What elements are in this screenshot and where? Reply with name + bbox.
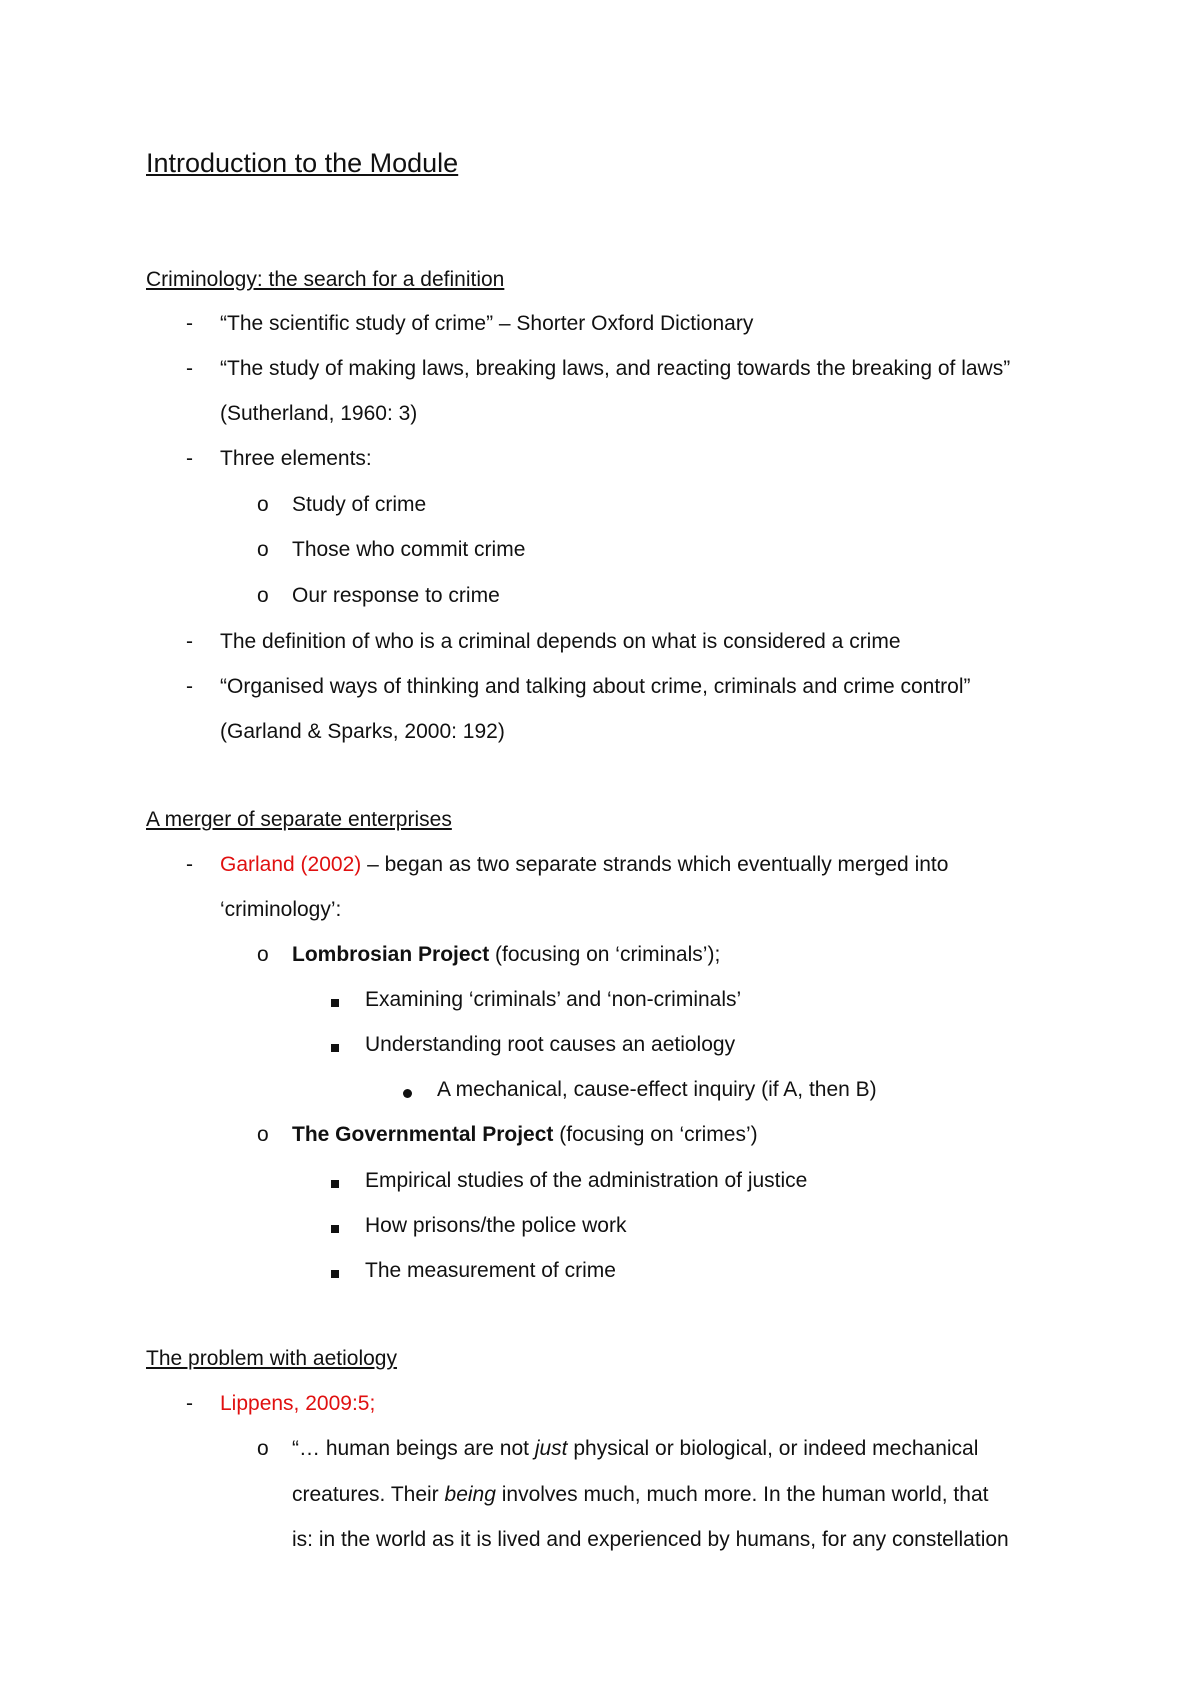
dash-bullet: - <box>186 312 193 335</box>
list-item-continuation: (Sutherland, 1960: 3) <box>220 402 418 425</box>
sub-list-item: Those who commit crime <box>292 538 526 561</box>
citation-garland: Garland (2002) <box>220 853 362 876</box>
quote-emphasis: just <box>534 1437 568 1460</box>
list-item: “The study of making laws, breaking laws, and reacting towards the breaking of laws” <box>220 357 1011 380</box>
section-heading-merger: A merger of separate enterprises <box>146 808 452 831</box>
section-heading-definition: Criminology: the search for a definition <box>146 268 505 291</box>
sub-list-item: Our response to crime <box>292 584 500 607</box>
circle-bullet: o <box>257 1437 269 1460</box>
circle-bullet: o <box>257 943 269 966</box>
quote-line <box>292 1483 988 1507</box>
sub-sub-list-item: Understanding root causes an aetiology <box>365 1033 736 1056</box>
section-heading-aetiology: The problem with aetiology <box>146 1347 397 1370</box>
sub-list-item-text: (focusing on ‘crimes’) <box>553 1123 758 1146</box>
square-bullet <box>331 999 339 1007</box>
sub-sub-sub-list-item: A mechanical, cause-effect inquiry (if A, then B) <box>437 1078 877 1101</box>
dash-bullet: - <box>186 447 193 470</box>
governmental-label: The Governmental Project <box>292 1123 554 1146</box>
sub-list-item <box>292 1123 758 1147</box>
sub-list-item-text: (focusing on ‘criminals’); <box>489 943 721 966</box>
circle-bullet: o <box>257 493 269 516</box>
quote-line <box>292 1437 978 1461</box>
quote-emphasis: being <box>444 1483 496 1506</box>
round-bullet <box>403 1089 412 1098</box>
quote-text: creatures. Their <box>292 1483 445 1506</box>
sub-sub-list-item: Examining ‘criminals’ and ‘non-criminals’ <box>365 988 742 1011</box>
dash-bullet: - <box>186 357 193 380</box>
list-item: Three elements: <box>220 447 372 470</box>
list-item-continuation: (Garland & Sparks, 2000: 192) <box>220 720 505 743</box>
circle-bullet: o <box>257 538 269 561</box>
quote-text: involves much, much more. In the human world, that <box>495 1483 989 1506</box>
sub-sub-list-item: The measurement of crime <box>365 1259 616 1282</box>
sub-list-item <box>292 943 720 967</box>
dash-bullet: - <box>186 1392 193 1415</box>
square-bullet <box>331 1225 339 1233</box>
quote-line: is: in the world as it is lived and experienced by humans, for any constellation <box>292 1528 1009 1551</box>
quote-text: physical or biological, or indeed mechanical <box>567 1437 979 1460</box>
page-title: Introduction to the Module <box>146 148 459 178</box>
square-bullet <box>331 1180 339 1188</box>
lombrosian-label: Lombrosian Project <box>292 943 490 966</box>
sub-list-item: Study of crime <box>292 493 427 516</box>
list-item: The definition of who is a criminal depends on what is considered a crime <box>220 630 901 653</box>
list-item <box>220 853 948 877</box>
dash-bullet: - <box>186 630 193 653</box>
circle-bullet: o <box>257 584 269 607</box>
sub-sub-list-item: Empirical studies of the administration of justice <box>365 1169 808 1192</box>
quote-text: “… human beings are not <box>292 1437 535 1460</box>
circle-bullet: o <box>257 1123 269 1146</box>
dash-bullet: - <box>186 853 193 876</box>
list-item-text: – began as two separate strands which eventually merged into <box>361 853 949 876</box>
square-bullet <box>331 1270 339 1278</box>
list-item-continuation: ‘criminology’: <box>220 898 342 921</box>
square-bullet <box>331 1044 339 1052</box>
sub-sub-list-item: How prisons/the police work <box>365 1214 627 1237</box>
list-item: “Organised ways of thinking and talking about crime, criminals and crime control” <box>220 675 971 698</box>
citation-lippens: Lippens, 2009:5; <box>220 1392 376 1415</box>
dash-bullet: - <box>186 675 193 698</box>
list-item: “The scientific study of crime” – Shorter Oxford Dictionary <box>220 312 754 335</box>
